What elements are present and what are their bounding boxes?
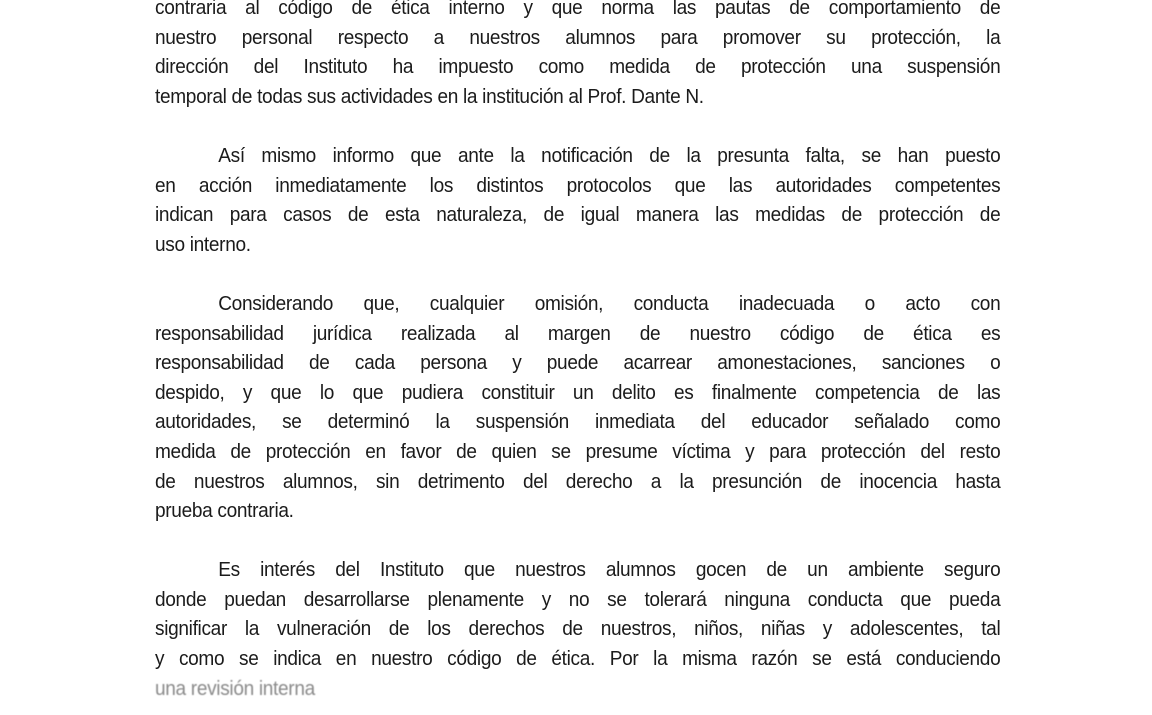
- text-line: temporal de todas sus actividades en la institución al Prof. Dante N.: [155, 84, 704, 108]
- text-line: Es interés del Instituto que nuestros alumnos gocen de un ambiente seguro: [218, 558, 1001, 582]
- text-line: indican para casos de esta naturaleza, de igual manera las medidas de protección de: [155, 203, 1001, 227]
- text-line: donde puedan desarrollarse plenamente y no se tolerará ninguna conducta que pueda: [155, 587, 1001, 611]
- text-line: nuestro personal respecto a nuestros alumnos para promover su protección, la: [155, 25, 1001, 49]
- text-line: medida de protección en favor de quien se presume víctima y para protección del resto: [155, 439, 1001, 463]
- text-line: responsabilidad jurídica realizada al margen de nuestro código de ética es: [155, 321, 1001, 345]
- text-line: Considerando que, cualquier omisión, conducta inadecuada o acto con: [218, 291, 1001, 315]
- paragraph-interest: [155, 555, 1001, 700]
- text-line: uso interno.: [155, 232, 251, 256]
- text-line-cut-off: una revisión interna: [155, 676, 315, 700]
- text-line: despido, y que lo que pudiera constituir un delito es finalmente competencia de las: [155, 380, 1001, 404]
- text-line: contraria al código de ética interno y que norma las pautas de comportamiento de: [155, 0, 1001, 19]
- paragraph-protocols: [155, 141, 1000, 259]
- document-page: [155, 0, 1000, 715]
- text-line: prueba contraria.: [155, 499, 294, 523]
- text-line: autoridades, se determinó la suspensión inmediata del educador señalado como: [155, 410, 1001, 434]
- text-line: significar la vulneración de los derechos de nuestros, niños, niñas y adolescentes, tal: [155, 617, 1001, 641]
- paragraph-considering: [155, 289, 1000, 526]
- text-line: de nuestros alumnos, sin detrimento del derecho a la presunción de inocencia hasta: [155, 469, 1001, 493]
- paragraph-continued: [155, 0, 1000, 111]
- text-line: Así mismo informo que ante la notificación de la presunta falta, se han puesto: [218, 143, 1001, 167]
- text-line: y como se indica en nuestro código de ética. Por la misma razón se está conduciendo: [155, 647, 1001, 671]
- text-line: dirección del Instituto ha impuesto como medida de protección una suspensión: [155, 55, 1001, 79]
- text-line: responsabilidad de cada persona y puede acarrear amonestaciones, sanciones o: [155, 351, 1001, 375]
- text-line: en acción inmediatamente los distintos protocolos que las autoridades competentes: [155, 173, 1001, 197]
